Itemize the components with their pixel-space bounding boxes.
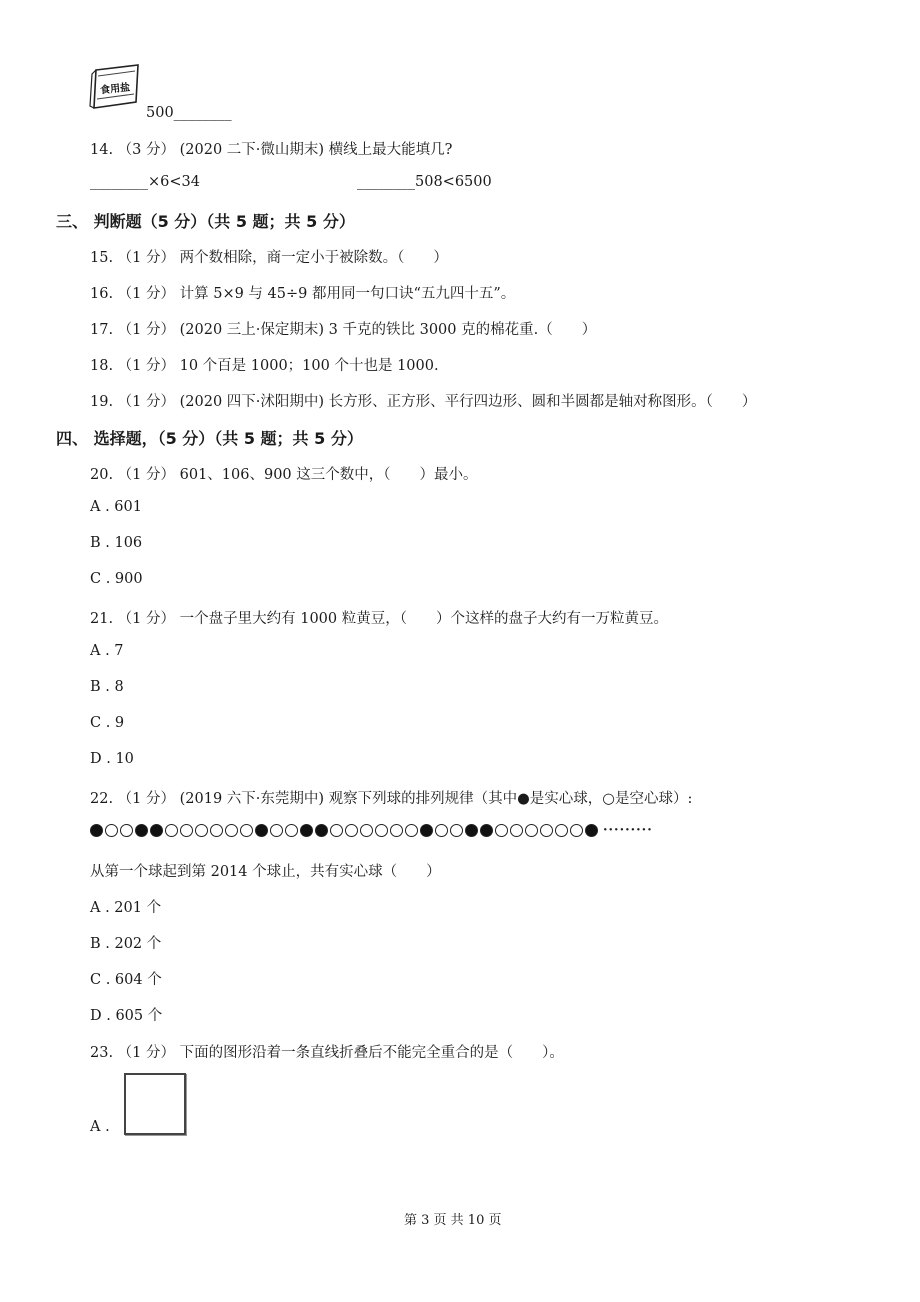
q15-stem: 15. （1 分） 两个数相除，商一定小于被除数。（ ） [90, 250, 448, 266]
solid-ball-icon [135, 824, 148, 837]
hollow-ball-icon [570, 824, 583, 837]
q22-option-a[interactable]: A . 201 个 [90, 900, 162, 916]
hollow-ball-icon [525, 824, 538, 837]
q14-blank-1: ________×6<34 [90, 174, 200, 190]
solid-ball-icon [315, 824, 328, 837]
solid-ball-icon [300, 824, 313, 837]
section-4-title: 四、 选择题，（5 分）（共 5 题；共 5 分） [56, 429, 363, 448]
square-figure [124, 1073, 186, 1135]
hollow-ball-icon [165, 824, 178, 837]
solid-ball-icon [90, 824, 103, 837]
hollow-ball-icon [450, 824, 463, 837]
q14-stem: 14. （3 分） (2020 二下·微山期末) 横线上最大能填几? [90, 142, 453, 158]
q18-stem: 18. （1 分） 10 个百是 1000；100 个十也是 1000. [90, 358, 439, 374]
q21-option-d[interactable]: D . 10 [90, 751, 134, 767]
sequence-ellipsis: ········· [603, 823, 653, 838]
q23-option-a[interactable]: A . [90, 1119, 110, 1135]
hollow-ball-icon [435, 824, 448, 837]
q14-blank-2: ________508<6500 [357, 174, 492, 190]
solid-ball-icon [420, 824, 433, 837]
hollow-ball-icon [510, 824, 523, 837]
hollow-ball-icon [540, 824, 553, 837]
q16-stem: 16. （1 分） 计算 5×9 与 45÷9 都用同一句口诀“五九四十五”。 [90, 286, 516, 302]
q20-stem: 20. （1 分） 601、106、900 这三个数中，（ ）最小。 [90, 467, 478, 483]
hollow-ball-icon [210, 824, 223, 837]
hollow-ball-icon [345, 824, 358, 837]
q22-option-d[interactable]: D . 605 个 [90, 1008, 163, 1024]
solid-ball-icon [465, 824, 478, 837]
q20-option-b[interactable]: B . 106 [90, 535, 143, 551]
hollow-ball-icon [330, 824, 343, 837]
q20-option-a[interactable]: A . 601 [90, 499, 142, 515]
hollow-ball-icon [225, 824, 238, 837]
hollow-ball-icon [360, 824, 373, 837]
hollow-ball-icon [405, 824, 418, 837]
q22-option-c[interactable]: C . 604 个 [90, 972, 162, 988]
hollow-ball-icon [180, 824, 193, 837]
section-3-title: 三、 判断题（5 分）（共 5 题；共 5 分） [56, 212, 355, 231]
hollow-ball-icon [375, 824, 388, 837]
q19-stem: 19. （1 分） (2020 四下·沭阳期中) 长方形、正方形、平行四边形、圆和半圆都是轴对称图形。（ ） [90, 394, 757, 410]
hollow-ball-icon [240, 824, 253, 837]
solid-ball-icon [150, 824, 163, 837]
hollow-ball-icon [495, 824, 508, 837]
salt-bag-label: 食用盐 [99, 82, 131, 97]
solid-ball-icon [480, 824, 493, 837]
solid-ball-icon [255, 824, 268, 837]
hollow-ball-icon [270, 824, 283, 837]
q23-stem: 23. （1 分） 下面的图形沿着一条直线折叠后不能完全重合的是（ ）。 [90, 1045, 564, 1061]
salt-bag-icon [86, 62, 144, 118]
hollow-ball-icon [390, 824, 403, 837]
q22-stem: 22. （1 分） (2019 六下·东莞期中) 观察下列球的排列规律（其中●是实心球，○是空心球）: [90, 791, 693, 807]
q21-stem: 21. （1 分） 一个盘子里大约有 1000 粒黄豆，（ ）个这样的盘子大约有一万粒黄豆。 [90, 611, 668, 627]
ball-sequence [90, 823, 653, 838]
q17-stem: 17. （1 分） (2020 三上·保定期末) 3 千克的铁比 3000 克的棉花重.（ ） [90, 322, 597, 338]
solid-ball-icon [585, 824, 598, 837]
q22-option-b[interactable]: B . 202 个 [90, 936, 162, 952]
q21-option-c[interactable]: C . 9 [90, 715, 125, 731]
salt-answer-line: 500________ [146, 105, 232, 121]
q20-option-c[interactable]: C . 900 [90, 571, 143, 587]
q21-option-a[interactable]: A . 7 [90, 643, 124, 659]
page-footer: 第 3 页 共 10 页 [404, 1213, 502, 1228]
hollow-ball-icon [555, 824, 568, 837]
q21-option-b[interactable]: B . 8 [90, 679, 124, 695]
hollow-ball-icon [285, 824, 298, 837]
q22-question: 从第一个球起到第 2014 个球止，共有实心球（ ） [90, 864, 441, 880]
hollow-ball-icon [120, 824, 133, 837]
hollow-ball-icon [195, 824, 208, 837]
hollow-ball-icon [105, 824, 118, 837]
